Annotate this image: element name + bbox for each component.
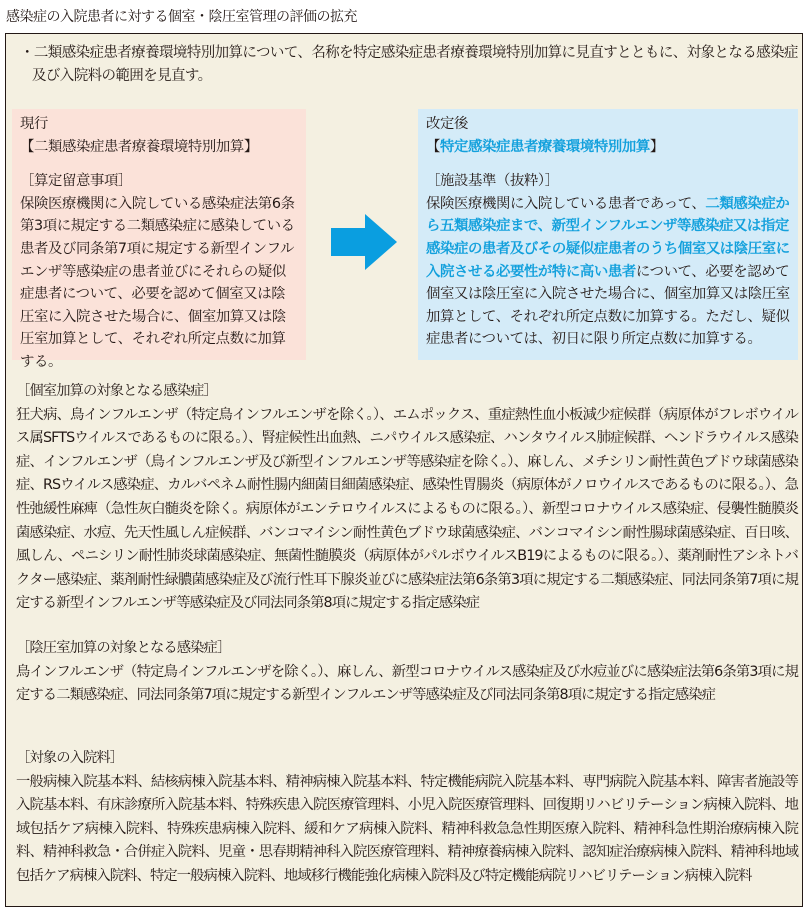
content-frame <box>5 33 803 907</box>
revised-body-highlight: 二類感染症から五類感染症まで、新型インフルエンザ等感染症又は指定感染症の患者及びその疑似症患者のうち個室又は陰圧室に入院させる必要性が特に高い患者 <box>426 195 790 280</box>
current-section: ［算定留意事項］ <box>20 173 132 190</box>
section-heading: ［個室加算の対象となる感染症］ <box>16 383 217 399</box>
current-label: 現行 <box>20 116 48 132</box>
negative-pressure-diseases-section <box>16 637 798 708</box>
revised-body-pre: 保険医療機関に入院している患者であって、 <box>426 195 706 212</box>
revised-box <box>418 109 798 360</box>
eligible-fees-section <box>16 747 798 889</box>
intro-text: ・二類感染症患者療養環境特別加算について、名称を特定感染症患者療養環境特別加算に見直すとともに、対象となる感染症及び入院料の範囲を見直す。 <box>20 45 798 84</box>
revised-section: ［施設基準（抜粋）］ <box>426 173 559 190</box>
revised-body <box>426 193 790 351</box>
section-body: 一般病棟入院基本料、結核病棟入院基本料、精神病棟入院基本料、特定機能病院入院基本料、専門病院入院基本料、障害者施設等入院基本料、有床診療所入院基本料、特殊疾患入院医療管理料、小児入院医療管理料、回復期リハビリテーション病棟入院料、地域包括ケア病棟入院料、特殊疾患病棟入院料、緩和ケア病棟入院料、精神科救急急性期医療入院料、精神科急性期治療病棟入院料、精神科救急・合併症入院料、児童・思春期精神科入院医療管理料、精神療養病棟入院料、認知症治療病棟入院料、精神科地域包括ケア病棟入院料、特定一般病棟入院料、地域移行機能強化病棟入院料及び特定機能病院リハビリテーション病棟入院料 <box>16 773 798 884</box>
section-body: 鳥インフルエンザ（特定鳥インフルエンザを除く。）、麻しん、新型コロナウイルス感染症及び水痘並びに感染症法第6条第3項に規定する二類感染症、同法同条第7項に規定する新型インフルエンザ等感染症及び同法同条第8項に規定する指定感染症 <box>16 663 798 704</box>
private-room-diseases-section <box>16 380 798 616</box>
current-body: 保険医療機関に入院している感染症法第6条第3項に規定する二類感染症に感染している患者及び同条第7項に規定する新型インフルエンザ等感染症の患者並びにそれらの疑似症患者について、必要を認めて個室又は陰圧室に入院させた場合に、個室加算又は陰圧室加算として、それぞれ所定点数に加算する。 <box>20 195 295 370</box>
page-title: 感染症の入院患者に対する個室・陰圧室管理の評価の拡充 <box>6 9 357 25</box>
current-name: 【二類感染症患者療養環境特別加算】 <box>20 138 258 155</box>
bracket-close: 】 <box>649 138 664 155</box>
section-heading: ［陰圧室加算の対象となる感染症］ <box>16 640 231 656</box>
revised-label: 改定後 <box>426 116 468 132</box>
revised-name <box>426 136 790 159</box>
current-box <box>12 109 306 370</box>
revised-name-highlight: 特定感染症患者療養環境特別加算 <box>440 138 650 155</box>
section-body: 狂犬病、鳥インフルエンザ（特定鳥インフルエンザを除く。）、エムポックス、重症熱性血小板減少症候群（病原体がフレボウイルス属SFTSウイルスであるものに限る。）、腎症候性出血熱、ニパウイルス感染症、ハンタウイルス肺症候群、ヘンドラウイルス感染症、インフルエンザ（鳥インフルエンザ及び新型インフルエンザ等感染症を除く。）、麻しん、メチシリン耐性黄色ブドウ球菌感染症、RSウイルス感染症、カルバペネム耐性腸内細菌目細菌感染症、感染性胃腸炎（病原体がノロウイルスであるものに限る。）、急性弛緩性麻痺（急性灰白髄炎を除く。病原体がエンテロウイルスによるものに限る。）、新型コロナウイルス感染症、侵襲性髄膜炎菌感染症、水痘、先天性風しん症候群、バンコマイシン耐性黄色ブドウ球菌感染症、バンコマイシン耐性腸球菌感染症、百日咳、風しん、ペニシリン耐性肺炎球菌感染症、無菌性髄膜炎（病原体がパルボウイルスB19によるものに限る。）、薬剤耐性アシネトバクター感染症、薬剤耐性緑膿菌感染症及び流行性耳下腺炎並びに感染症法第6条第3項に規定する二類感染症、同法同条第7項に規定する新型インフルエンザ等感染症及び同法同条第8項に規定する指定感染症 <box>16 406 798 612</box>
revised-body-post: について、必要を認めて個室又は陰圧室に入院させた場合に、個室加算又は陰圧室加算として、それぞれ所定点数に加算する。ただし、疑似症患者については、初日に限り所定点数に加算する。 <box>426 263 790 348</box>
section-heading: ［対象の入院料］ <box>16 750 124 766</box>
bracket-open: 【 <box>426 138 440 155</box>
right-arrow-icon <box>331 214 397 274</box>
